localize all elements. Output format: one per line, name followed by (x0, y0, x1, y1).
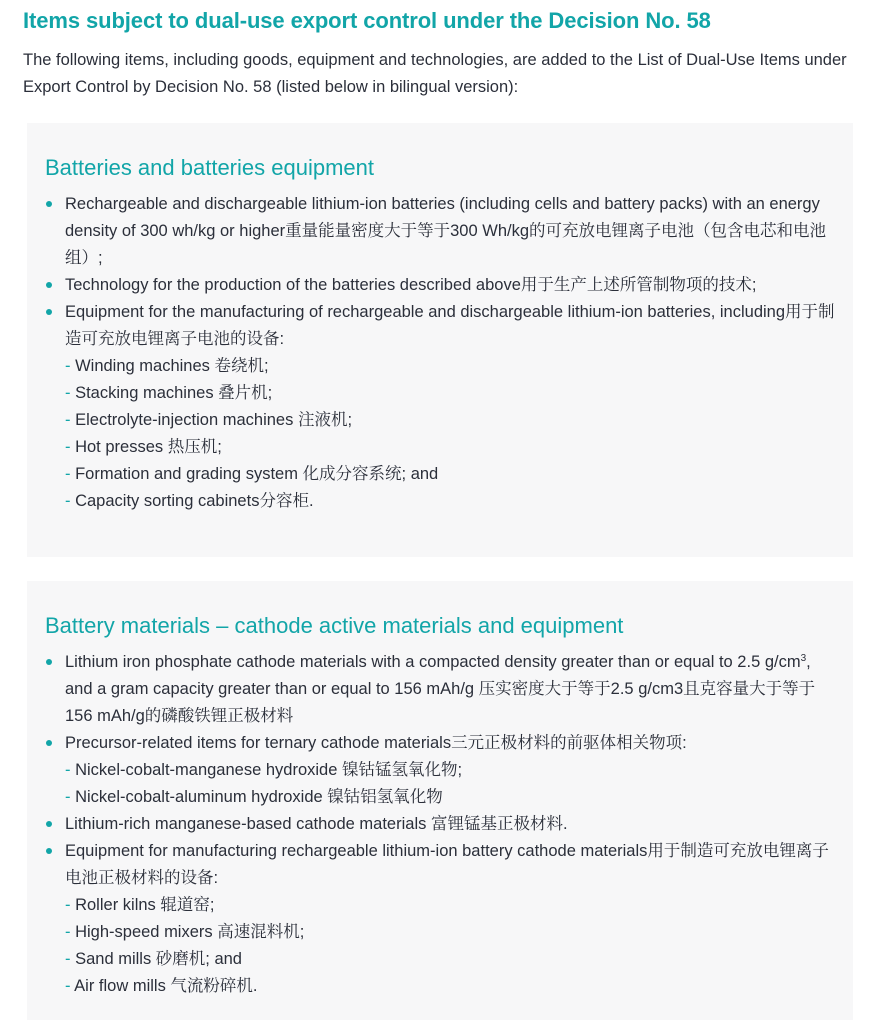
section-heading: Batteries and batteries equipment (45, 155, 374, 180)
section-heading: Battery materials – cathode active materials and equipment (45, 613, 624, 638)
sub-list-item: - Nickel-cobalt-manganese hydroxide 镍钴锰氢氧化物; (65, 761, 463, 779)
list-item-text: Equipment for the manufacturing of rechargeable and dischargeable lithium-ion batteries, including用于制造可充放电锂离子电池的设备: (65, 303, 835, 348)
section-cathode-materials (27, 581, 853, 1020)
sub-list-item: - Hot presses 热压机; (65, 438, 222, 456)
sub-list-item: - High-speed mixers 高速混料机; (65, 923, 305, 941)
list-item: Equipment for manufacturing rechargeable lithium-ion battery cathode materials用于制造可充放电锂离子电池正极材料的设备: (45, 838, 837, 892)
sub-list-item: - Air flow mills 气流粉碎机. (65, 977, 258, 995)
list-item: Precursor-related items for ternary cathode materials三元正极材料的前驱体相关物项: (45, 730, 837, 757)
list-item: Rechargeable and dischargeable lithium-ion batteries (including cells and battery packs) with an energy density of 300 wh/kg or higher重量能量密度大于等于300 Wh/kg的可充放电锂离子电池（包含电芯和电池组）; (45, 191, 837, 272)
sub-list-item: - Nickel-cobalt-aluminum hydroxide 镍钴铝氢氧化物 (65, 788, 443, 806)
page-title: Items subject to dual-use export control under the Decision No. 58 (23, 8, 711, 33)
bullet-list (45, 811, 837, 892)
sub-list-item: - Winding machines 卷绕机; (65, 357, 269, 375)
sub-list-item: - Sand mills 砂磨机; and (65, 950, 242, 968)
sub-list (65, 353, 837, 515)
sub-list-item: - Roller kilns 辊道窑; (65, 896, 215, 914)
sub-list-item: - Stacking machines 叠片机; (65, 384, 273, 402)
bullet-list (45, 191, 837, 353)
list-item: Lithium iron phosphate cathode materials with a compacted density greater than or equal to 2.5 $g/cm^3$, and a gram capacity greater than or equal to 156 mAh/g 压实密度大于等于2.5 g/cm3且克容量大于等于156 mAh/g的磷酸铁锂正极材料 (45, 649, 837, 730)
sub-list (65, 757, 837, 811)
intro-paragraph: The following items, including goods, equipment and technologies, are added to the List of Dual-Use Items under Export Control by Decision No. 58 (listed below in bilingual version): (23, 51, 847, 96)
sub-list-item: - Capacity sorting cabinets分容柜. (65, 492, 314, 510)
sub-list (65, 892, 837, 1000)
list-item: Technology for the production of the batteries described above用于生产上述所管制物项的技术; (45, 272, 837, 299)
sub-list-item: - Formation and grading system 化成分容系统; and (65, 465, 439, 483)
bullet-list (45, 649, 837, 757)
sub-list-item: - Electrolyte-injection machines 注液机; (65, 411, 353, 429)
list-item (45, 299, 837, 353)
list-item: Lithium-rich manganese-based cathode materials 富锂锰基正极材料. (45, 811, 837, 838)
section-batteries (27, 123, 853, 557)
